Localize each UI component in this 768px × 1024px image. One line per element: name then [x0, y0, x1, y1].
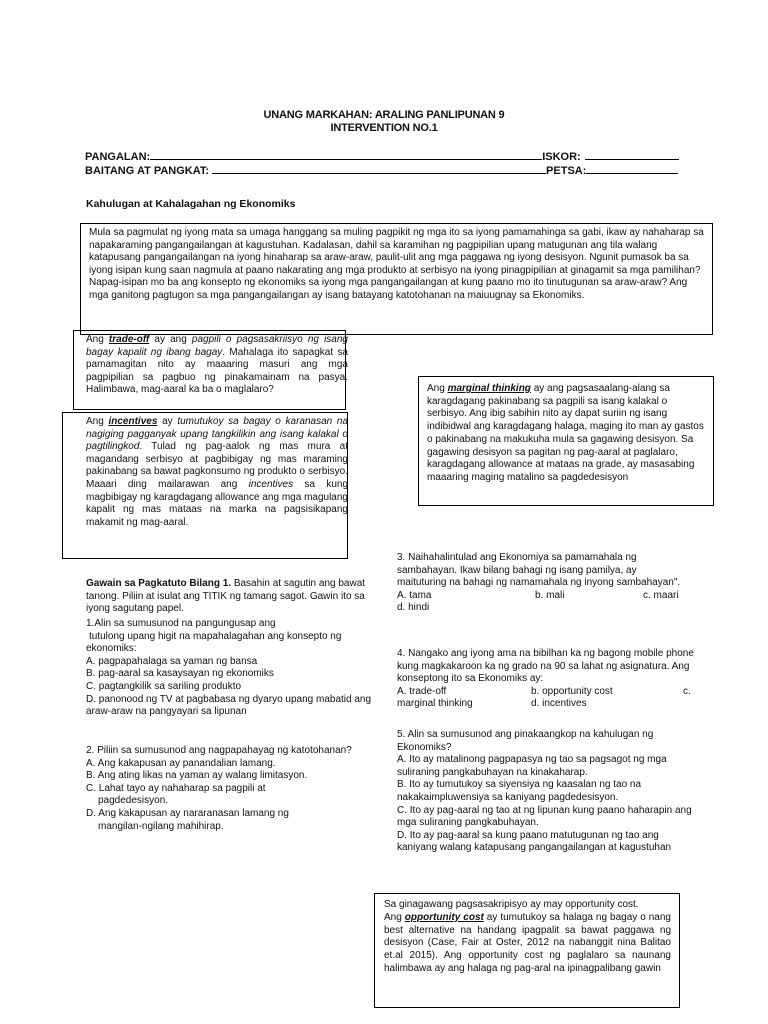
q1-option-c[interactable]: C. pagtangkilik sa sariling produkto: [86, 680, 242, 692]
incentives-term: incentives: [108, 416, 158, 427]
tradeoff-term: trade-off: [108, 334, 150, 345]
q1-option-a[interactable]: A. pagpapahalaga sa yaman ng bansa: [86, 655, 258, 667]
q4-option-c[interactable]: c.: [683, 685, 691, 697]
grade-field-row: [85, 163, 678, 177]
q4-option-a[interactable]: A. trade-off: [397, 685, 447, 697]
q2-option-d[interactable]: D. Ang kakapusan ay nararanasan lamang ng: [86, 807, 289, 819]
opportunity-cost-text: Sa ginagawang pagsasakripisyo ay may opportunity cost. Ang opportunity cost ay tumutukoy sa halaga ng bagay o nang best alternative na handang ipagpalit sa bawat paggawa ng desisyon (Case, Fair at Oster, 2012 na nabanggit nina Balitao et.al 2015). Ang opportunity cost ng paglalaro sa naunang halimbawa ay ang halaga ng pag-aral na ipinagpalibang gawin: [384, 899, 671, 974]
question-2: 2. Piliin sa sumusunod ang nagpapahayag ng katotohanan? A. Ang kakapusan ay panandalian lamang. B. Ang ating likas na yaman ay walang limitasyon. C. Lahat tayo ay nahaharap sa pagpili at pagdedesisyon. D. Ang kakapusan ay nararanasan lamang ng mangilan-ngilang mahihirap.: [86, 745, 376, 833]
q4-option-b[interactable]: b. opportunity cost: [531, 685, 613, 697]
score-label: ISKOR:: [542, 151, 581, 163]
name-field-row: [85, 149, 679, 163]
intro-box: [80, 223, 713, 335]
q1-option-b[interactable]: B. pag-aaral sa kasaysayan ng ekonomiks: [86, 668, 274, 680]
date-label: PETSA:: [546, 165, 587, 177]
grade-blank[interactable]: [212, 163, 546, 174]
q1-option-d[interactable]: D. panonood ng TV at pagbabasa ng dyaryo upang mabatid ang araw-araw na pangyayari sa lipunan: [86, 693, 372, 718]
marginal-thinking-box: [418, 376, 714, 506]
question-4: 4. Nangako ang iyong ama na bibilhan ka ng bagong mobile phone kung magkakaroon ka ng grado na 90 sa lahat ng asignatura. Ang konseptong ito sa Ekonomiks ay: A. trade-off b. opportunity cost c. marginal thinking d. incentives: [397, 648, 694, 710]
question-5: 5. Alin sa sumusunod ang pinakaangkop na kahulugan ng Ekonomiks? A. Ito ay matalinong pagpapasya ng tao sa pagsagot ng mga suliraning pangkabuhayan na kinakaharap. B. Ito ay tumutukoy sa siyensiya ng kaasalan ng tao na nakakaimpluwensiya sa kaniyang pagdedesisyon. C. Ito ay pag-aaral ng tao at ng lipunan kung paano haharapin ang mga suliraning pangkabuhayan. D. Ito ay pag-aaral sa kung paano matutugunan ng tao ang kaniyang walang katapusang pangangailangan at kagustuhan: [397, 729, 699, 855]
header-title: UNANG MARKAHAN: ARALING PANLIPUNAN 9: [263, 109, 505, 121]
q2-option-b[interactable]: B. Ang ating likas na yaman ay walang limitasyon.: [86, 770, 308, 782]
tradeoff-definition: pagpili o pagsasakriisyo ng isang bagay kapalit ng ibang bagay: [86, 334, 348, 358]
name-label: PANGALAN:: [85, 151, 151, 163]
tradeoff-text: Ang trade-off ay ang pagpili o pagsasakriisyo ng isang bagay kapalit ng ibang bagay. Mahalaga ito sapagkat sa pamamagitan nito ay maaaring masuri ang mga pagpipilian sa pagbuo ng pinakamainam na pasya. Halimbawa, mag-aaral ka ba o maglalaro?: [86, 334, 348, 396]
q3-option-a[interactable]: A. tama: [397, 589, 432, 601]
q5-option-b[interactable]: B. Ito ay tumutukoy sa siyensiya ng kaasalan ng tao na nakakaimpluwensiya sa kaniyang pagdedesisyon.: [397, 779, 642, 803]
grade-label: BAITANG AT PANGKAT:: [85, 165, 210, 177]
name-blank[interactable]: [150, 149, 542, 160]
opportunity-cost-box: [374, 893, 680, 1008]
marginal-thinking-term: marginal thinking: [447, 383, 531, 394]
activity-instructions: Gawain sa Pagkatuto Bilang 1. Basahin at sagutin ang bawat tanong. Piliin at isulat ang TITIK ng tamang sagot. Gawin ito sa iyong sagutang papel.: [86, 578, 366, 615]
q5-option-d[interactable]: D. Ito ay pag-aaral sa kung paano matutugunan ng tao ang kaniyang walang katapusang pangangailangan at kagustuhan: [397, 829, 672, 854]
incentives-text: Ang incentives ay tumutukoy sa bagay o karanasan na nagiging pagganyak upang tangkilikin ang isang kalakal o pagtilingkod. Tulad ng pag-aalok ng mas mura at magandang serbisyo at pagbibigay ng mas maraming pakinabang sa bawat pagkonsumo ng produkto o serbisyo. Maaari ding mailarawan ang incentives sa kung magbibigay ng karagdagang allowance ang mga magulang kapalit ng mas mataas na marka na pagsisikapang makamit ng mag-aaral.: [86, 416, 349, 528]
header-subtitle: INTERVENTION NO.1: [330, 122, 438, 134]
q2-option-c[interactable]: C. Lahat tayo ay nahaharap sa pagpili at: [86, 782, 266, 794]
marginal-thinking-text: Ang marginal thinking ay ang pagsasaalang-alang sa karagdagang pakinabang sa pagpili sa isang kalakal o serbisyo. Ang ibig sabihin nito ay dapat suriin ng isang indibidwal ang karagdagang halaga, maging ito man ay gastos o pakinabang na makukuha mula sa gagawing desisyon. Sa gagawing desisyon sa pagitan ng pag-aaral at paglalaro, karagdagang allowance at mataas na grade, ay masasabing maaaring maging matalino sa pagdedesisyon: [427, 383, 704, 483]
score-blank[interactable]: [585, 149, 679, 160]
q5-option-c[interactable]: C. Ito ay pag-aaral ng tao at ng lipunan kung paano haharapin ang mga suliraning pangkabuhayan.: [397, 804, 692, 829]
q2-option-a[interactable]: A. Ang kakapusan ay panandalian lamang.: [86, 757, 276, 769]
q3-option-d[interactable]: d. hindi: [397, 602, 430, 614]
q3-option-b[interactable]: b. mali: [535, 589, 565, 601]
opportunity-cost-term: opportunity cost: [404, 911, 484, 923]
date-blank[interactable]: [586, 163, 678, 174]
question-1: 1.Alin sa sumusunod na pangungusap ang tutulong upang higit na mapahalagahan ang konsepto ng ekonomiks: A. pagpapahalaga sa yaman ng bansa B. pag-aaral sa kasaysayan ng ekonomiks C. pagtangkilik sa sariling produkto D. panonood ng TV at pagbabasa ng dyaryo upang mabatid ang araw-araw na pangyayari sa lipunan: [86, 618, 376, 719]
q5-option-a[interactable]: A. Ito ay matalinong pagpapasya ng tao sa pagsagot ng mga suliraning pangkabuhayan na kinakaharap.: [397, 754, 667, 778]
question-3: 3. Naihahalintulad ang Ekonomiya sa pamamahala ng sambahayan. Ikaw bilang bahagi ng isang pamilya, ay maituturing na bahagi ng namamahala ng inyong sambahayan". A. tama b. mali c. maari d. hindi: [397, 552, 687, 615]
section-title: Kahulugan at Kahalagahan ng Ekonomiks: [86, 198, 296, 210]
incentives-definition: tumutukoy sa bagay o karanasan na nagiging pagganyak upang tangkilikin ang isang kalakal o pagtilingkod: [86, 416, 349, 453]
activity-title: Gawain sa Pagkatuto Bilang 1.: [86, 578, 232, 589]
q4-option-d[interactable]: d. incentives: [531, 698, 587, 710]
q4-option-c-text[interactable]: marginal thinking: [397, 698, 473, 710]
intro-text: Mula sa pagmulat ng iyong mata sa umaga hanggang sa muling pagpikit ng mga ito sa iyong pamamahinga sa gabi, ikaw ay nahaharap sa napakaraming pangangailangan at kagustuhan. Kadalasan, dahil sa karamihan ng pagpipilian upang matugunan ang tila walang katapusang pangangailangan na iyong hinaharap sa araw-araw, paulit-ulit ang mga paggawa ng iyong desisyon. Ngunit pumasok ba sa iyong isipan kung saan nagmula at paano nakarating ang mga produkto at serbisyo na iyong pinagpipilian at ginagamit sa mga pamilihan? Napag-isipan mo ba ang konsepto ng ekonomiks sa iyong mga pangangailangan at kung paano mo ito tinutugunan sa araw-araw? Ang mga ganitong pagtugon sa mga pangangailangan ay isang batayang katotohanan na maiuugnay sa Ekonomiks.: [89, 227, 704, 301]
q3-option-c[interactable]: c. maari: [643, 589, 679, 601]
